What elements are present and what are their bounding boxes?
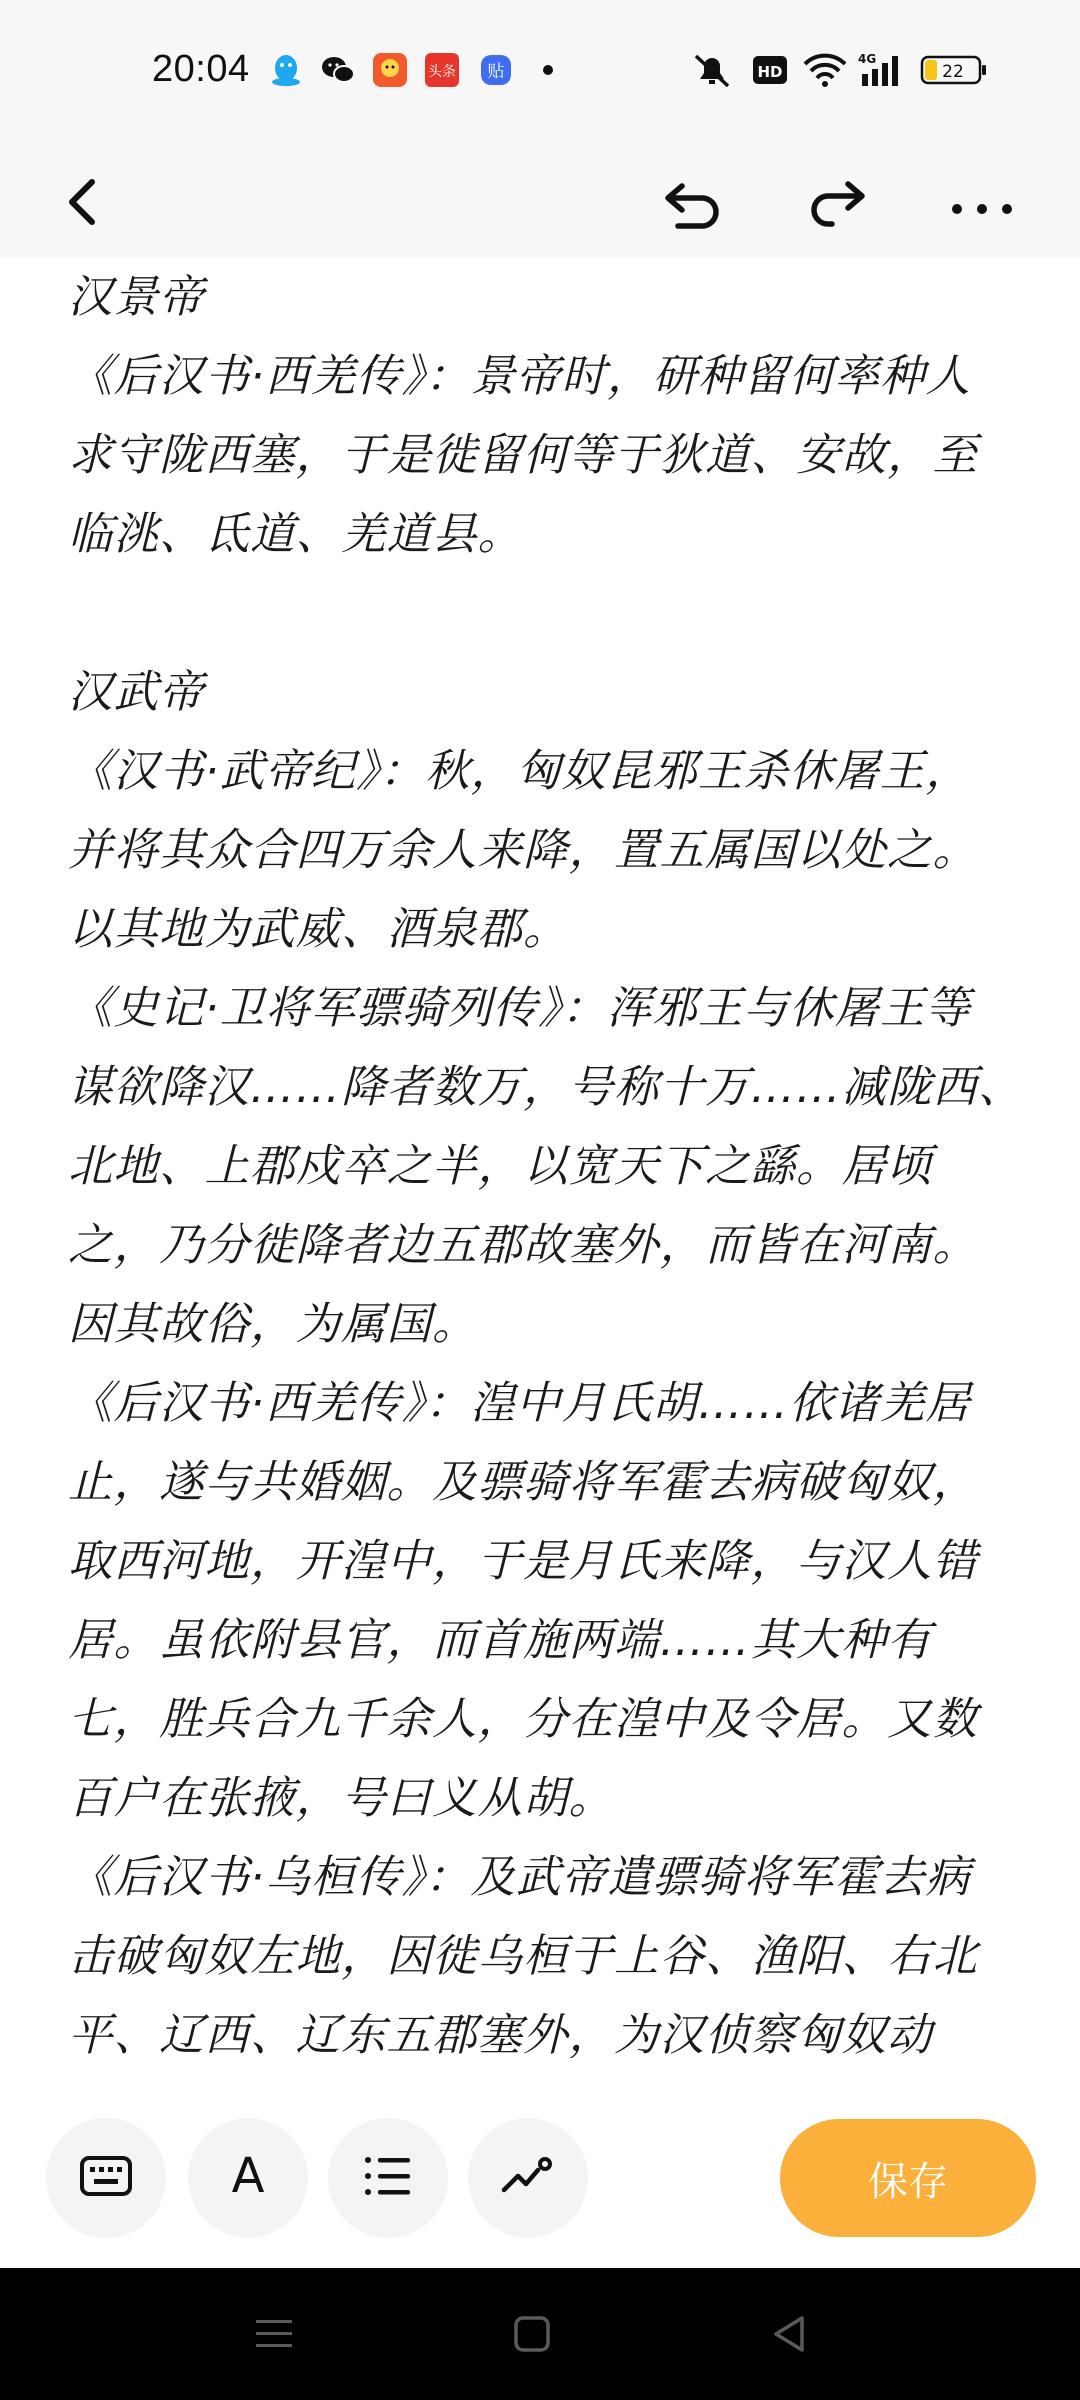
svg-text:贴: 贴	[487, 62, 505, 82]
document-line: 取西河地，开湟中，于是月氏来降，与汉人错	[68, 1536, 979, 1587]
back-triangle-icon[interactable]	[760, 2304, 820, 2364]
document-line: 《后汉书·西羌传》：湟中月氏胡……依诸羌居	[68, 1378, 971, 1429]
chevron-left-icon[interactable]	[44, 162, 124, 242]
blank-line	[68, 574, 1028, 653]
keyboard-icon	[76, 2146, 136, 2210]
svg-text:A: A	[231, 2148, 265, 2204]
redo-icon[interactable]	[798, 162, 878, 242]
undo-icon[interactable]	[652, 162, 732, 242]
mute-icon	[690, 52, 734, 88]
document-line: 《汉书·武帝纪》：秋，匈奴昆邪王杀休屠王，	[68, 746, 971, 797]
document-line: 汉景帝	[68, 272, 205, 323]
qq-icon	[268, 52, 304, 88]
document-line: 击破匈奴左地，因徙乌桓于上谷、渔阳、右北	[68, 1931, 979, 1982]
document-line: 临洮、氐道、羌道县。	[68, 509, 524, 560]
status-time: 20:04	[152, 48, 250, 90]
document-line: 北地、上郡戍卒之半，以宽天下之繇。居顷	[68, 1141, 933, 1192]
document-line: 之，乃分徙降者边五郡故塞外，而皆在河南。	[68, 1220, 979, 1271]
keyboard-button[interactable]	[46, 2118, 166, 2238]
document-line: 止，遂与共婚姻。及骠骑将军霍去病破匈奴，	[68, 1457, 979, 1508]
hd-icon	[752, 52, 788, 88]
text-format-button[interactable]	[188, 2118, 308, 2238]
document-line: 汉武帝	[68, 667, 205, 718]
document-line: 并将其众合四万余人来降，置五属国以处之。	[68, 825, 979, 876]
document-line: 《后汉书·乌桓传》：及武帝遣骠骑将军霍去病	[68, 1852, 971, 1903]
system-navigation-bar	[0, 2268, 1080, 2400]
svg-text:22: 22	[942, 62, 964, 82]
save-button[interactable]: 保存	[780, 2119, 1036, 2237]
handwriting-icon	[498, 2146, 558, 2210]
svg-text:HD: HD	[757, 63, 783, 81]
editor-toolbar	[0, 140, 1080, 258]
home-icon[interactable]	[502, 2304, 562, 2364]
list-button[interactable]	[328, 2118, 448, 2238]
document-line: 平、辽西、辽东五郡塞外，为汉侦察匈奴动	[68, 2010, 933, 2058]
document-line: 谋欲降汉……降者数万，号称十万……减陇西、	[68, 1062, 1024, 1113]
wechat-icon	[320, 52, 356, 88]
status-bar	[0, 0, 1080, 140]
handwriting-button[interactable]	[468, 2118, 588, 2238]
tieba-icon	[478, 52, 514, 88]
text-format-icon	[218, 2146, 278, 2210]
wifi-icon	[802, 52, 848, 88]
document-editor[interactable]	[68, 258, 1028, 2058]
list-icon	[358, 2146, 418, 2210]
signal-icon	[858, 52, 906, 88]
document-line: 《后汉书·西羌传》：景帝时，研种留何率种人	[68, 351, 971, 402]
document-line: 以其地为武威、酒泉郡。	[68, 904, 569, 955]
svg-text:4G: 4G	[858, 52, 877, 66]
battery-icon	[920, 52, 988, 88]
document-line: 百户在张掖，号曰义从胡。	[68, 1773, 615, 1824]
document-line: 《史记·卫将军骠骑列传》：浑邪王与休屠王等	[68, 983, 971, 1034]
toutiao-icon	[424, 52, 460, 88]
menu-icon[interactable]	[244, 2304, 304, 2364]
document-line: 因其故俗，为属国。	[68, 1299, 478, 1350]
svg-text:头条: 头条	[428, 64, 456, 80]
dot-icon	[534, 52, 570, 88]
document-line: 七，胜兵合九千余人，分在湟中及令居。又数	[68, 1694, 979, 1745]
app-icon-orange	[372, 52, 408, 88]
more-horizontal-icon[interactable]	[942, 162, 1022, 242]
document-line: 居。虽依附县官，而首施两端……其大种有	[68, 1615, 933, 1666]
document-line: 求守陇西塞，于是徙留何等于狄道、安故，至	[68, 430, 979, 481]
